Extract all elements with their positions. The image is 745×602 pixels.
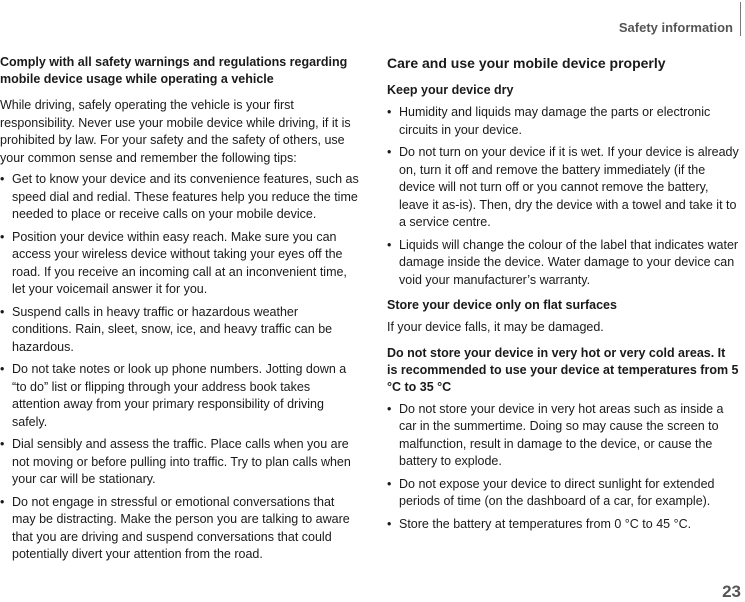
driving-tips-list [0, 171, 360, 564]
bullet-icon: • [0, 362, 5, 376]
list-item: • Do not turn on your device if it is wet. If your device is already on, turn it off and remove the battery immediately (if the device will not turn off or you cannot remove the battery, leave it as-is). Then, dry the device with a towel and take it to a service centre. [387, 145, 739, 229]
list-item: • Store the battery at temperatures from 0 °C to 45 °C. [387, 516, 739, 534]
section-temperature [387, 345, 739, 534]
bullet-icon: • [387, 145, 392, 159]
right-heading: Care and use your mobile device properly [387, 55, 666, 71]
header-title: Safety information [618, 20, 733, 35]
bullet-icon: • [387, 476, 392, 491]
left-heading: Comply with all safety warnings and regulations regarding mobile device usage while operating a vehicle [0, 55, 348, 86]
bullet-icon: • [387, 105, 392, 119]
bullet-icon: • [0, 172, 5, 186]
bullet-icon: • [387, 237, 392, 252]
page-number: 23 [722, 582, 741, 601]
bullet-icon: • [0, 494, 5, 509]
section-keep-dry [387, 82, 739, 289]
bullet-icon: • [0, 437, 5, 451]
right-column [387, 54, 739, 541]
list-item: • Liquids will change the colour of the label that indicates water damage inside the device. Water damage to your device can void your manufacturer’s warranty. [387, 237, 739, 287]
left-intro: While driving, safely operating the vehicle is your first responsibility. Never use your mobile device while driving, if it is prohibited by law. For your safety and the safety of others, use your common sense and remember the following tips: [0, 98, 351, 165]
list-item: • Suspend calls in heavy traffic or hazardous weather conditions. Rain, sleet, snow, ice, and heavy traffic can be hazardous. [0, 304, 333, 354]
list-item: • Do not take notes or look up phone numbers. Jotting down a “to do” list or flipping through your address book takes attention away from your primary responsibility of driving safely. [0, 362, 347, 429]
list-item: • Do not store your device in very hot areas such as inside a car in the summertime. Doing so may cause the screen to malfunction, result in damage to the device, or cause the battery to explode. [387, 401, 724, 468]
section-title: Store your device only on flat surfaces [387, 298, 617, 312]
list-item: • Do not engage in stressful or emotional conversations that may be distracting. Make the person you are talking to aware that you are driving and suspend conversations that could potentially divert your attention from the road. [0, 494, 350, 561]
section-title: Keep your device dry [387, 83, 514, 97]
list-item: • Humidity and liquids may damage the parts or electronic circuits in your device. [387, 105, 711, 137]
bullet-icon: • [0, 229, 5, 244]
list-item: • Position your device within easy reach. Make sure you can access your wireless device without taking your eyes off the road. If you receive an incoming call at an inconvenient time, let your voicemail answer it for you. [0, 229, 347, 296]
header-divider [740, 2, 741, 36]
section-text: If your device falls, it may be damaged. [387, 320, 604, 334]
keep-dry-list [387, 104, 739, 289]
bullet-icon: • [387, 516, 392, 531]
left-column [0, 54, 360, 569]
section-flat-surfaces [387, 297, 739, 337]
section-title: Do not store your device in very hot or very cold areas. It is recommended to use your device at temperatures from 5 °C to 35 °C [387, 345, 739, 394]
bullet-icon: • [0, 304, 5, 319]
list-item: • Dial sensibly and assess the traffic. Place calls when you are not moving or before pulling into traffic. Try to plan calls when your car will be stationary. [0, 437, 351, 486]
list-item: • Do not expose your device to direct sunlight for extended periods of time (on the dashboard of a car, for example). [387, 476, 715, 508]
list-item: • Get to know your device and its convenience features, such as speed dial and redial. These features help you reduce the time needed to place or receive calls on your mobile device. [0, 172, 359, 221]
temperature-list [387, 401, 739, 534]
bullet-icon: • [387, 401, 392, 416]
